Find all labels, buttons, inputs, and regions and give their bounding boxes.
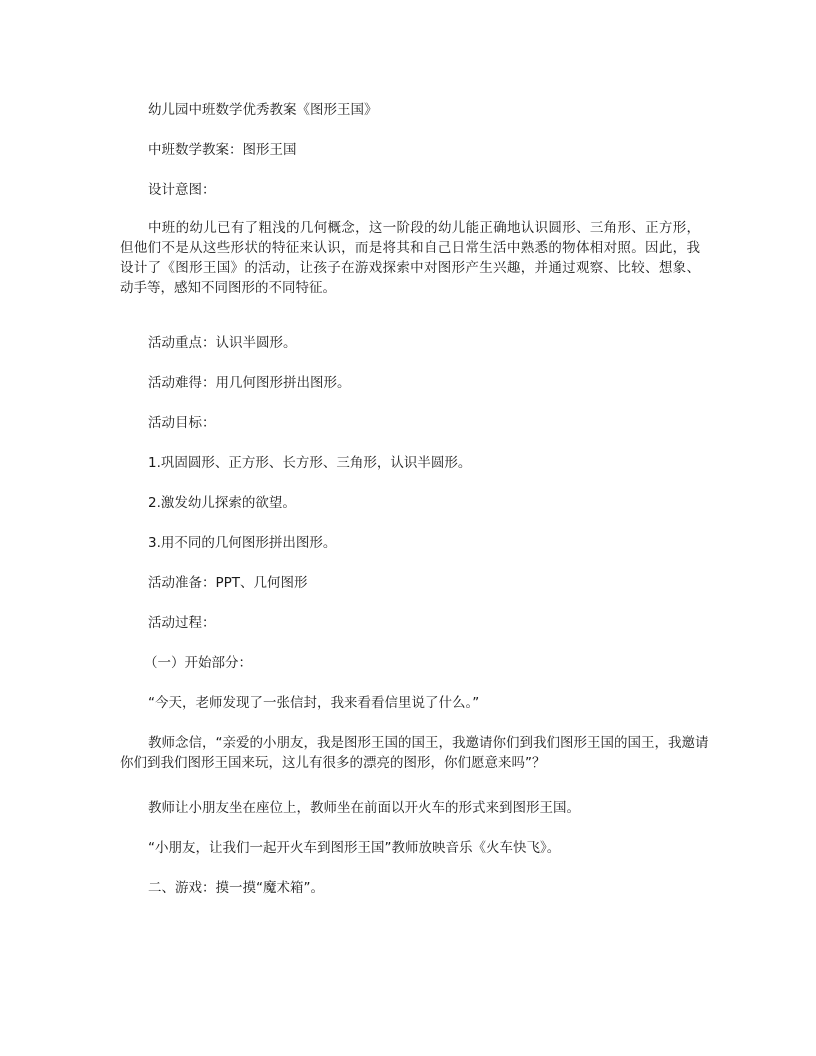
train-paragraph: “小朋友，让我们一起开火车到图形王国”教师放映音乐《火车快飞》。	[148, 840, 561, 856]
document-subtitle: 中班数学教案：图形王国	[148, 142, 297, 158]
goal-item-3: 3.用不同的几何图形拼出图形。	[148, 535, 337, 551]
part-two-heading: 二、游戏：摸一摸“魔术箱”。	[148, 880, 324, 896]
design-paragraph: 中班的幼儿已有了粗浅的几何概念，这一阶段的幼儿能正确地认识圆形、三角形、正方形，但他们不是从这些形状的特征来认识，而是将其和自己日常生活中熟悉的物体相对照。因此，我设计了《图形王国》的活动，让孩子在游戏探索中对图形产生兴趣，并通过观察、比较、想象、动手等，感知不同图形的不同特征。	[120, 220, 700, 296]
goal-item-1: 1.巩固圆形、正方形、长方形、三角形，认识半圆形。	[148, 455, 472, 471]
goal-item-2: 2.激发幼儿探索的欲望。	[148, 495, 296, 511]
difficulty: 活动难得：用几何图形拼出图形。	[148, 375, 351, 391]
quote-paragraph: “今天，老师发现了一张信封，我来看看信里说了什么。”	[148, 695, 480, 711]
preparation: 活动准备：PPT、几何图形	[148, 575, 308, 591]
seating-paragraph: 教师让小朋友坐在座位上，教师坐在前面以开火车的形式来到图形王国。	[148, 800, 580, 816]
process-heading: 活动过程：	[148, 615, 216, 631]
goals-heading: 活动目标：	[148, 415, 216, 431]
document-title: 幼儿园中班数学优秀教案《图形王国》	[148, 102, 378, 118]
letter-paragraph: 教师念信，“亲爱的小朋友，我是图形王国的国王，我邀请你们到我们图形王国的国王，我邀请你们到我们图形王国来玩，这儿有很多的漂亮的图形，你们愿意来吗”？	[120, 735, 709, 771]
design-heading: 设计意图：	[148, 182, 216, 198]
part-one-heading: （一）开始部分：	[144, 655, 252, 671]
key-point: 活动重点：认识半圆形。	[148, 335, 297, 351]
